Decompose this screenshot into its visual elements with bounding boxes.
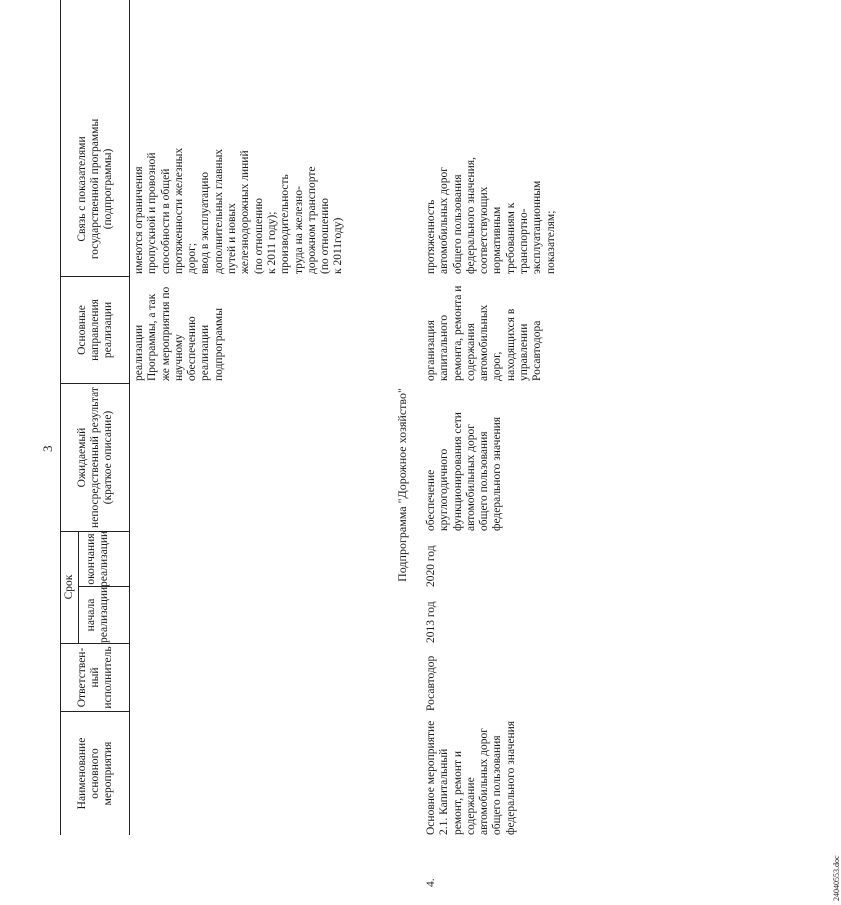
row4-result: обеспечение круглогодичного функционирования сети автомобильных дорог общего пользования федерального значения <box>425 412 504 531</box>
header-term-divider <box>78 531 79 643</box>
continuation-directions: реализации Программы, а так же мероприятия по научному обеспечению реализации подпрограммы <box>133 286 225 381</box>
header-directions: Основные направления реализации <box>61 276 129 383</box>
row4-num: 4. <box>425 878 437 887</box>
header-end: окончания реализации <box>85 530 110 587</box>
header-term-group <box>61 531 129 643</box>
row4-directions: организация капитального ремонта, ремонта и содержания автомобильных дорог, находящихся в управлении Росавтодора <box>425 285 544 381</box>
header-start: начала реализации <box>85 586 110 643</box>
row4-executor: Росавтодор <box>425 655 437 711</box>
header-term: Срок <box>63 574 75 600</box>
table-header <box>60 0 130 835</box>
continuation-link: имеются ограничения пропускной и провозной способности в общей протяженности железных дорог; ввод в эксплуатацию дополнительных главных путей и новых железнодорожных линий (по отношению к 2011 году); производительность труда на железно- дорожном транспорте (по отношению к 2011году) <box>133 147 345 274</box>
page-number: 3 <box>40 445 55 452</box>
row4-name: Основное мероприятие 2.1. Капитальный ремонт, ремонт и содержание автомобильных дорог общего пользования федерального значения <box>425 720 517 835</box>
row4-link: протяженность автомобильных дорог общего пользования федерального значения, соответствующих нормативным требованиям к транспортно- эксплуатационным показателям; <box>425 157 557 274</box>
header-link: Связь с показателями государственной программы (подпрограммы) <box>75 118 114 260</box>
row4-end: 2020 год <box>425 545 437 587</box>
header-executor: Ответствен-ный исполнитель <box>61 643 129 711</box>
row4-start: 2013 год <box>425 601 437 643</box>
subprogram-title: Подпрограмма "Дорожное хозяйство" <box>395 388 409 582</box>
footer-filename: 24040553.doc <box>832 855 841 901</box>
header-name: Наименование основного мероприятия <box>61 711 129 835</box>
header-result: Ожидаемый непосредственный результат (краткое описание) <box>61 383 129 531</box>
